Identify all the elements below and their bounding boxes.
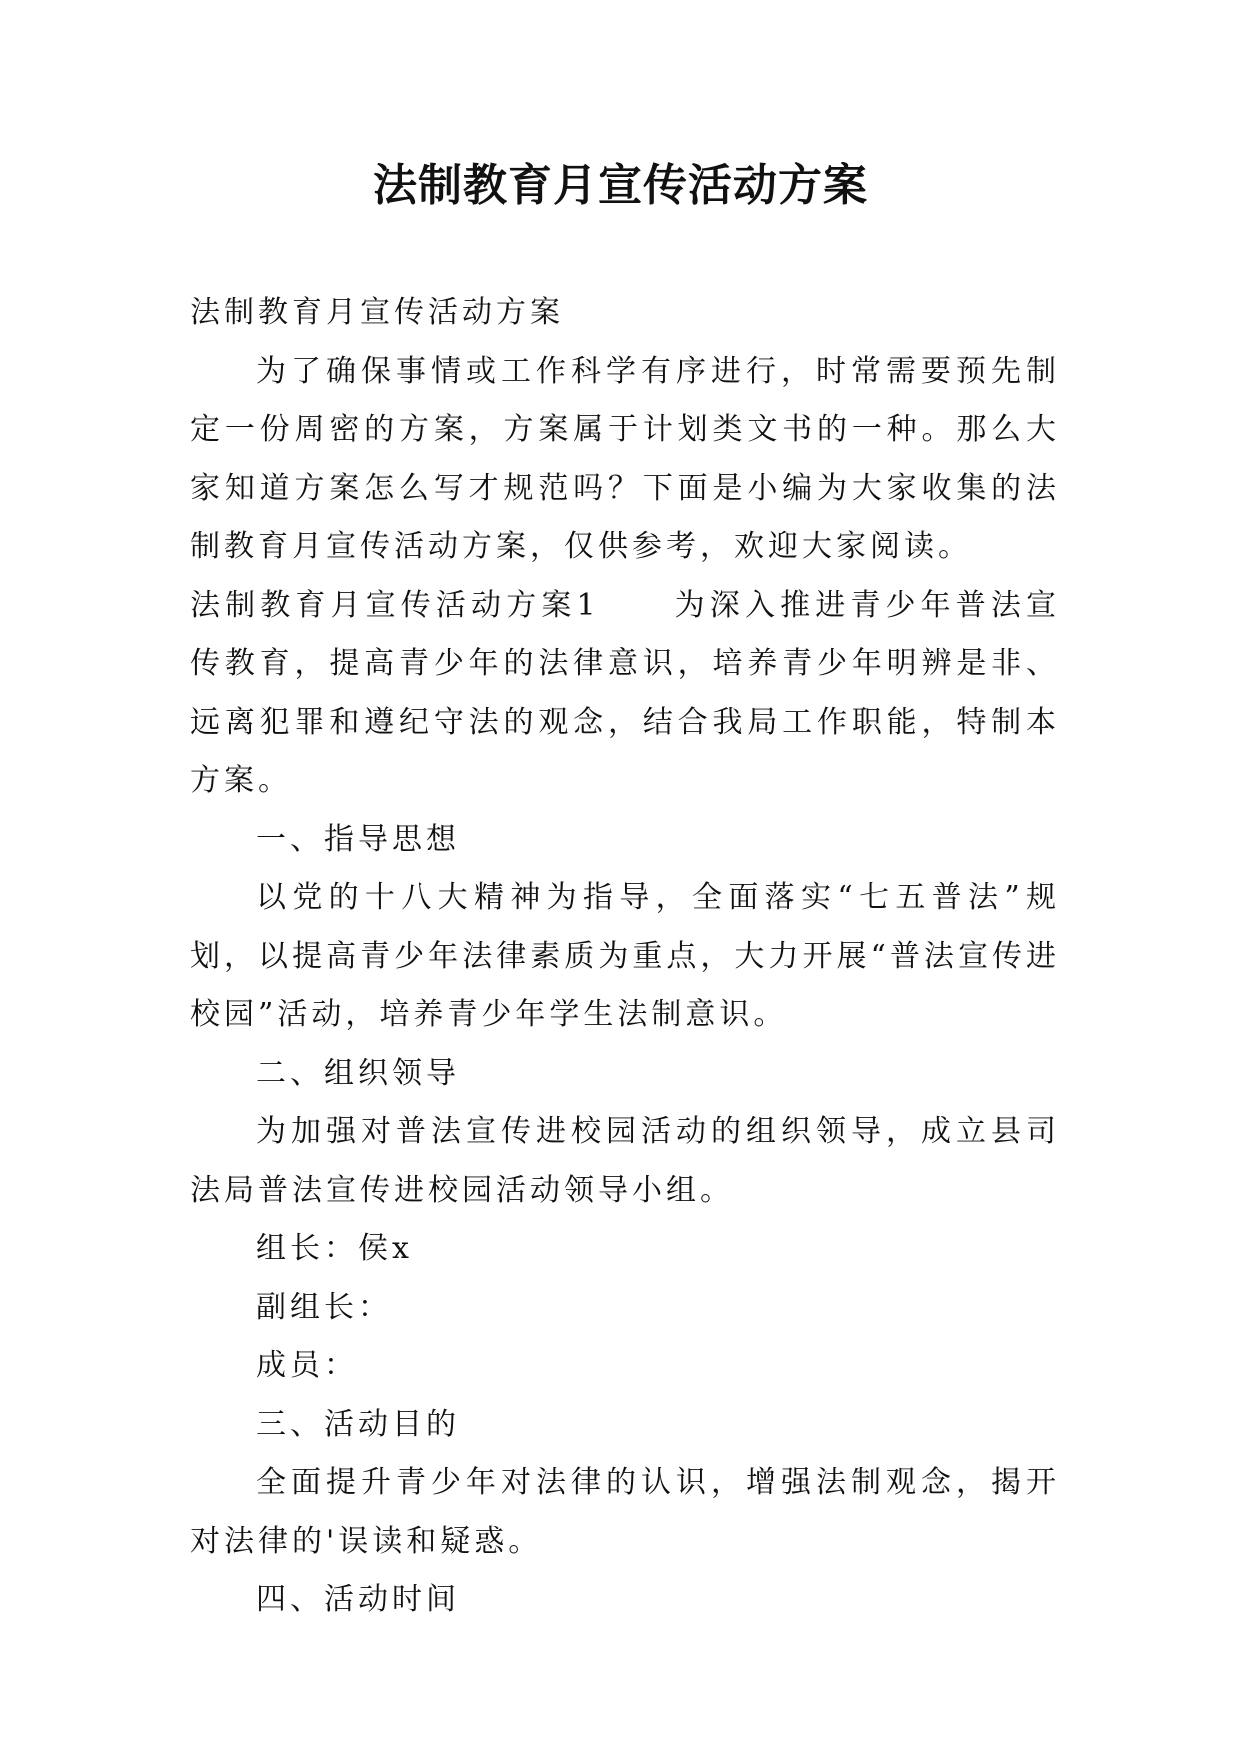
section3-paragraph: 全面提升青少年对法律的认识，增强法制观念，揭开对法律的'误读和疑惑。 <box>190 1465 1060 1559</box>
section4-title: 四、活动时间 <box>256 1582 460 1617</box>
section2-paragraph: 为加强对普法宣传进校园活动的组织领导，成立县司法局普法宣传进校园活动领导小组。 <box>190 1114 1060 1208</box>
deputy-leader-line: 副组长： <box>256 1289 392 1325</box>
section2-title: 二、组织领导 <box>256 1055 460 1091</box>
section1-title: 一、指导思想 <box>256 821 460 857</box>
intro-paragraph: 为了确保事情或工作科学有序进行，时常需要预先制定一份周密的方案，方案属于计划类文书的一种。那么大家知道方案怎么写才规范吗？下面是小编为大家收集的法制教育月宣传活动方案，仅供参考，欢迎大家阅读。 <box>190 353 1060 564</box>
members-line: 成员： <box>256 1348 358 1383</box>
section1-paragraph: 以党的十八大精神为指导，全面落实“七五普法”规划，以提高青少年法律素质为重点，大力开展“普法宣传进校园”活动，培养青少年学生法制意识。 <box>190 880 1060 1032</box>
section3-title: 三、活动目的 <box>256 1406 460 1442</box>
plan1-heading: 法制教育月宣传活动方案1 <box>190 587 600 623</box>
document-subtitle: 法制教育月宣传活动方案 <box>190 295 564 330</box>
document-title: 法制教育月宣传活动方案 <box>373 160 868 211</box>
document-body <box>190 284 1060 1630</box>
leader-line: 组长：侯x <box>256 1231 413 1266</box>
plan1-paragraph <box>190 577 1060 811</box>
plan1-text: 为深入推进青少年普法宣传教育，提高青少年的法律意识，培养青少年明辨是非、远离犯罪和遵纪守法的观念，结合我局工作职能，特制本方案。 <box>190 587 1060 798</box>
